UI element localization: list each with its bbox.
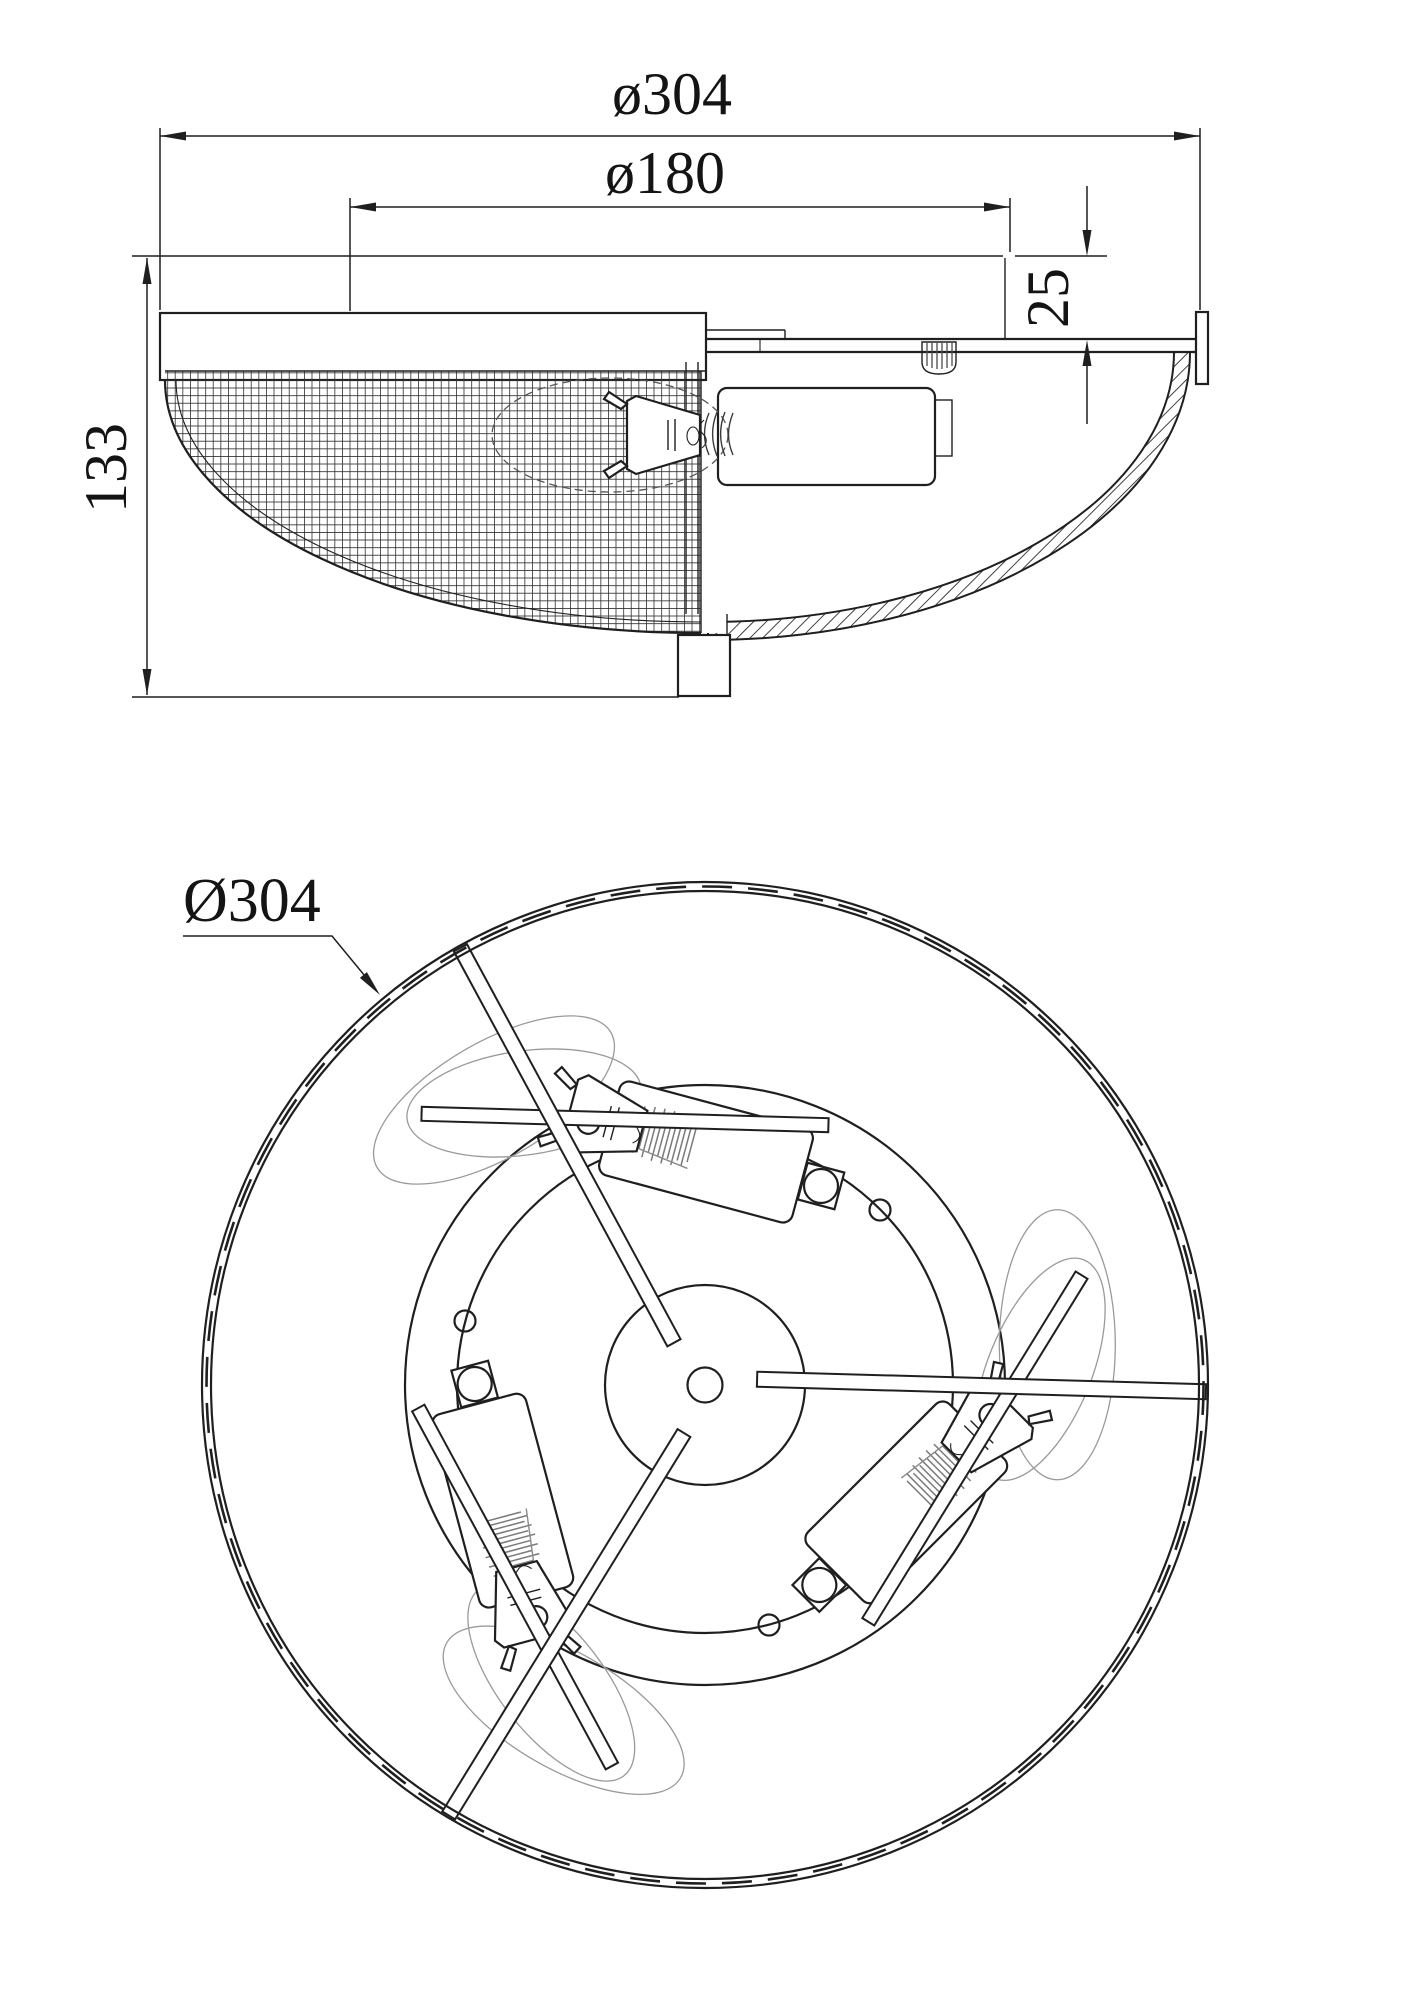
bottom-plan-view [183,867,1232,1895]
side-section-view [73,61,1208,697]
rim-offset-label: 25 [1015,268,1081,328]
inner-diameter-label: ø180 [605,140,725,206]
plan-diameter-label: Ø304 [183,867,321,935]
glass-dome-mesh [165,371,706,633]
mounting-arm [706,258,1208,384]
plan-diameter-callout [183,867,380,995]
edge-bracket [1196,312,1208,384]
glass-rim-section [160,313,706,380]
dim-rim-offset [1015,186,1092,424]
center-hole [688,1368,723,1403]
height-label: 133 [73,423,139,513]
socket-box [718,388,935,485]
rim-clip-screw [922,342,956,374]
outer-diameter-label: ø304 [612,61,732,127]
dim-inner-diameter [350,140,1010,311]
finial-block [678,635,730,696]
